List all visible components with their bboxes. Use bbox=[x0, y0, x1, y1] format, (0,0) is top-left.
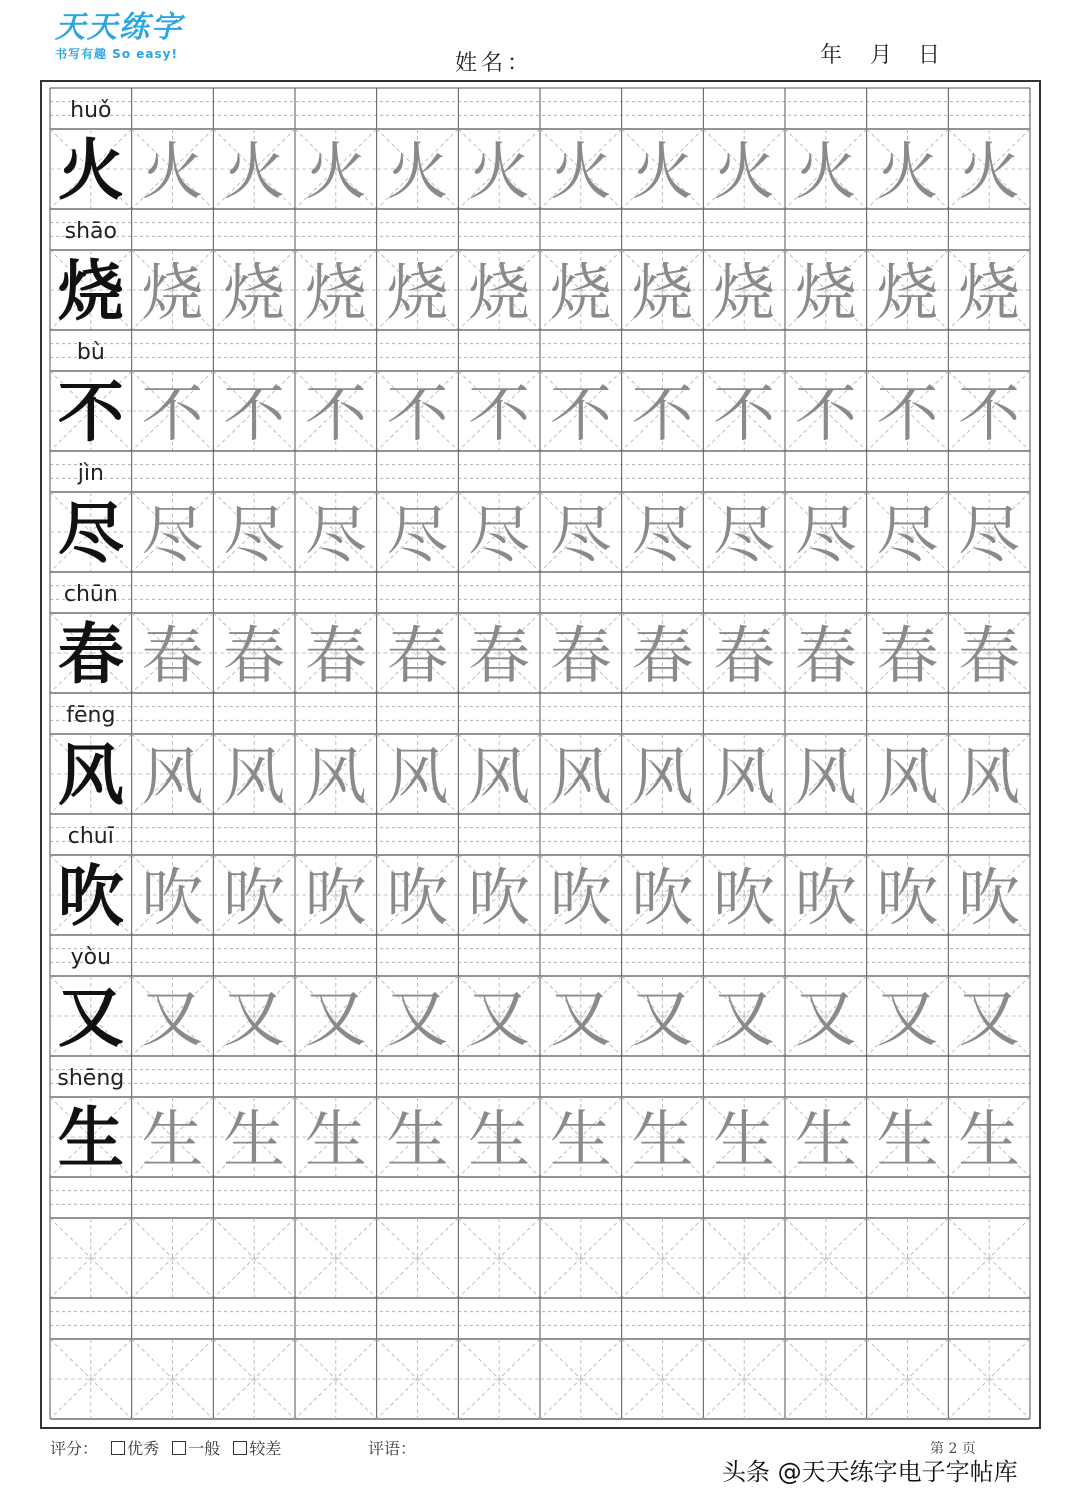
trace-character: 吹 bbox=[794, 861, 857, 934]
checkbox-icon[interactable] bbox=[111, 1441, 125, 1455]
trace-character: 又 bbox=[141, 982, 204, 1055]
trace-character: 尽 bbox=[386, 498, 449, 571]
pinyin-label: chūn bbox=[63, 582, 118, 607]
date-year: 年 bbox=[820, 43, 843, 68]
trace-character: 生 bbox=[223, 1103, 286, 1176]
trace-character: 又 bbox=[549, 982, 612, 1055]
trace-character: 不 bbox=[304, 377, 367, 450]
trace-character: 火 bbox=[468, 135, 531, 208]
trace-character: 风 bbox=[386, 740, 449, 813]
trace-character: 吹 bbox=[223, 861, 286, 934]
model-character: 春 bbox=[57, 615, 124, 693]
trace-character: 火 bbox=[549, 135, 612, 208]
trace-character: 火 bbox=[141, 135, 204, 208]
trace-character: 生 bbox=[468, 1103, 531, 1176]
trace-character: 又 bbox=[468, 982, 531, 1055]
trace-character: 火 bbox=[304, 135, 367, 208]
option-excellent[interactable] bbox=[111, 1439, 164, 1458]
pinyin-label: shāo bbox=[64, 219, 118, 244]
trace-character: 又 bbox=[631, 982, 694, 1055]
watermark: 头条 @天天练字电子字帖库 bbox=[722, 1458, 1018, 1486]
trace-character: 烧 bbox=[958, 256, 1021, 329]
trace-character: 又 bbox=[386, 982, 449, 1055]
trace-character: 不 bbox=[631, 377, 694, 450]
trace-character: 又 bbox=[876, 982, 939, 1055]
model-character: 吹 bbox=[57, 857, 124, 935]
trace-character: 风 bbox=[713, 740, 776, 813]
trace-character: 生 bbox=[958, 1103, 1021, 1176]
trace-character: 不 bbox=[794, 377, 857, 450]
trace-character: 不 bbox=[713, 377, 776, 450]
pinyin-label: huǒ bbox=[70, 98, 112, 123]
model-character: 又 bbox=[57, 978, 124, 1056]
score-label: 评分： bbox=[50, 1439, 99, 1458]
option-average[interactable] bbox=[172, 1439, 225, 1458]
trace-character: 不 bbox=[468, 377, 531, 450]
trace-character: 风 bbox=[304, 740, 367, 813]
option-poor-label: 较差 bbox=[249, 1439, 282, 1458]
comment-label: 评语： bbox=[368, 1439, 417, 1458]
trace-character: 尽 bbox=[958, 498, 1021, 571]
trace-character: 春 bbox=[958, 619, 1021, 692]
trace-character: 春 bbox=[549, 619, 612, 692]
trace-character: 风 bbox=[876, 740, 939, 813]
trace-character: 春 bbox=[631, 619, 694, 692]
trace-character: 风 bbox=[468, 740, 531, 813]
pinyin-label: bù bbox=[76, 340, 105, 365]
trace-character: 春 bbox=[141, 619, 204, 692]
trace-character: 烧 bbox=[713, 256, 776, 329]
pinyin-label: chuī bbox=[67, 824, 114, 849]
model-character: 生 bbox=[57, 1099, 124, 1177]
trace-character: 又 bbox=[304, 982, 367, 1055]
trace-character: 火 bbox=[386, 135, 449, 208]
trace-character: 春 bbox=[386, 619, 449, 692]
trace-character: 火 bbox=[958, 135, 1021, 208]
trace-character: 烧 bbox=[876, 256, 939, 329]
option-average-label: 一般 bbox=[188, 1439, 221, 1458]
trace-character: 不 bbox=[876, 377, 939, 450]
trace-character: 春 bbox=[713, 619, 776, 692]
trace-character: 春 bbox=[876, 619, 939, 692]
trace-character: 火 bbox=[794, 135, 857, 208]
checkbox-icon[interactable] bbox=[172, 1441, 186, 1455]
trace-character: 风 bbox=[631, 740, 694, 813]
trace-character: 生 bbox=[794, 1103, 857, 1176]
trace-character: 火 bbox=[876, 135, 939, 208]
trace-character: 烧 bbox=[141, 256, 204, 329]
trace-character: 又 bbox=[713, 982, 776, 1055]
trace-character: 尽 bbox=[876, 498, 939, 571]
model-character: 火 bbox=[57, 131, 124, 209]
model-character: 风 bbox=[57, 736, 124, 814]
trace-character: 烧 bbox=[223, 256, 286, 329]
trace-character: 尽 bbox=[141, 498, 204, 571]
trace-character: 生 bbox=[876, 1103, 939, 1176]
score-section bbox=[50, 1436, 281, 1459]
trace-character: 风 bbox=[794, 740, 857, 813]
trace-character: 尽 bbox=[549, 498, 612, 571]
option-excellent-label: 优秀 bbox=[127, 1439, 160, 1458]
trace-character: 生 bbox=[549, 1103, 612, 1176]
model-character: 尽 bbox=[57, 494, 124, 572]
trace-character: 吹 bbox=[631, 861, 694, 934]
trace-character: 吹 bbox=[304, 861, 367, 934]
trace-character: 火 bbox=[223, 135, 286, 208]
trace-character: 生 bbox=[713, 1103, 776, 1176]
trace-character: 生 bbox=[141, 1103, 204, 1176]
trace-character: 不 bbox=[386, 377, 449, 450]
trace-character: 春 bbox=[304, 619, 367, 692]
trace-character: 春 bbox=[468, 619, 531, 692]
trace-character: 尽 bbox=[713, 498, 776, 571]
model-character: 烧 bbox=[57, 252, 124, 330]
trace-character: 风 bbox=[141, 740, 204, 813]
trace-character: 烧 bbox=[386, 256, 449, 329]
trace-character: 火 bbox=[631, 135, 694, 208]
trace-character: 又 bbox=[958, 982, 1021, 1055]
trace-character: 不 bbox=[549, 377, 612, 450]
trace-character: 火 bbox=[713, 135, 776, 208]
trace-character: 烧 bbox=[468, 256, 531, 329]
trace-character: 吹 bbox=[141, 861, 204, 934]
checkbox-icon[interactable] bbox=[233, 1441, 247, 1455]
trace-character: 又 bbox=[223, 982, 286, 1055]
trace-character: 不 bbox=[223, 377, 286, 450]
logo-subtitle: 书写有趣 So easy! bbox=[55, 47, 178, 61]
name-label: 姓名： bbox=[455, 51, 534, 76]
pinyin-label: fēng bbox=[66, 703, 116, 728]
trace-character: 风 bbox=[549, 740, 612, 813]
trace-character: 生 bbox=[304, 1103, 367, 1176]
trace-character: 烧 bbox=[631, 256, 694, 329]
pinyin-label: yòu bbox=[70, 945, 112, 970]
trace-character: 吹 bbox=[958, 861, 1021, 934]
pinyin-label: shēng bbox=[57, 1066, 125, 1091]
page-number: 第 2 页 bbox=[930, 1441, 976, 1457]
trace-character: 尽 bbox=[223, 498, 286, 571]
trace-character: 生 bbox=[386, 1103, 449, 1176]
logo-title: 天天练字 bbox=[55, 10, 183, 45]
option-poor[interactable] bbox=[233, 1439, 281, 1458]
pinyin-label: jìn bbox=[77, 461, 104, 486]
trace-character: 吹 bbox=[713, 861, 776, 934]
trace-character: 不 bbox=[141, 377, 204, 450]
trace-character: 烧 bbox=[304, 256, 367, 329]
trace-character: 生 bbox=[631, 1103, 694, 1176]
model-character: 不 bbox=[57, 373, 124, 451]
trace-character: 尽 bbox=[304, 498, 367, 571]
trace-character: 烧 bbox=[794, 256, 857, 329]
trace-character: 不 bbox=[958, 377, 1021, 450]
trace-character: 尽 bbox=[631, 498, 694, 571]
trace-character: 又 bbox=[794, 982, 857, 1055]
trace-character: 吹 bbox=[386, 861, 449, 934]
trace-character: 尽 bbox=[794, 498, 857, 571]
trace-character: 春 bbox=[794, 619, 857, 692]
trace-character: 风 bbox=[958, 740, 1021, 813]
trace-character: 吹 bbox=[468, 861, 531, 934]
trace-character: 春 bbox=[223, 619, 286, 692]
trace-character: 烧 bbox=[549, 256, 612, 329]
trace-character: 风 bbox=[223, 740, 286, 813]
trace-character: 尽 bbox=[468, 498, 531, 571]
date-day: 日 bbox=[918, 43, 941, 68]
date-month: 月 bbox=[870, 43, 893, 68]
trace-character: 吹 bbox=[876, 861, 939, 934]
trace-character: 吹 bbox=[549, 861, 612, 934]
